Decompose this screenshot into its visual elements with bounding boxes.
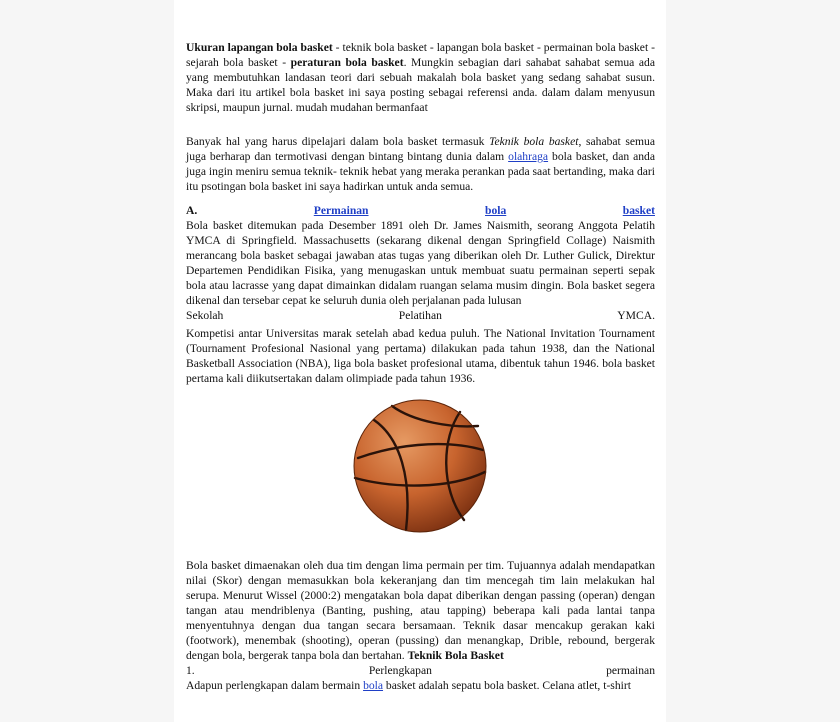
item-1-line — [186, 663, 655, 678]
section-a-last-line — [186, 308, 655, 323]
intro-bold-title: Ukuran lapangan bola basket — [186, 41, 333, 54]
last-line-word-3: YMCA. — [617, 309, 655, 322]
heading-link-permainan[interactable]: Permainan — [313, 204, 369, 217]
item-1-word-1: Perlengkapan — [368, 664, 432, 677]
intro-line1: - teknik bola basket - lapangan bola basket - permainan bola basket - sejarah bola basket - — [186, 41, 655, 69]
intro-bold-title2: peraturan bola basket — [290, 56, 404, 69]
last-line-word-2: Pelatihan — [398, 309, 442, 322]
para5-text: Bola basket dimaenakan oleh dua tim dengan lima permain per tim. Tujuannya adalah mendapatkan nilai (Skor) dengan memasukkan bola kekeranjang dan tim mencegah tim lain melakukan hal serupa. Menurut Wissel (2000:2) mengatakan bola dapat diberikan dengan passing (operan) dengan tangan atau mendriblenya (Banting, pushing, atau tapping) beberapa kali pada lantai tanpa menyentuhnya dengan dua tangan secara bersamaan. Teknik dasar mencakup gerakan kaki (footwork), menembak (shooting), operan (pussing) dan menangkap, Drible, rebound, bergerak dengan bola, bergerak tanpa bola dan bertahan. — [186, 559, 655, 662]
item-1-number: 1. — [186, 664, 195, 677]
item-1-word-2: permainan — [606, 664, 655, 677]
section-a-heading — [186, 203, 655, 218]
intro-paragraph — [186, 40, 655, 115]
section-a-body — [186, 218, 655, 323]
olahraga-link[interactable]: olahraga — [508, 150, 549, 163]
para2-text-1: Banyak hal yang harus dipelajari dalam bola basket termasuk — [186, 135, 490, 148]
last-line-word-1: Sekolah — [186, 309, 224, 322]
para4-text: Kompetisi antar Universitas marak setelah abad kedua puluh. The National Invitation Tournament (Tournament Profesional Nasional yang pertama) dilakukan pada tahun 1938, dan the National Basketball Association (NBA), liga bola basket profesional utama, dibentuk tahun 1946. bola basket pertama kali diikutsertakan dalam olimpiade pada tahun 1936. — [186, 327, 655, 385]
heading-link-basket[interactable]: basket — [622, 204, 655, 217]
bola-link[interactable]: bola — [363, 679, 384, 692]
section-a-text: Bola basket ditemukan pada Desember 1891 oleh Dr. James Naismith, seorang Anggota Pelatih YMCA di Springfield. Massachusetts (sekarang dikenal dengan Springfield Collage) Naismith merancang bola basket sebagai jawaban atas tugas yang diberikan oleh Dr. Luther Gulick, Direktur Departemen Pendidikan Fisika, yang menugaskan untuk membuat suatu permainan seperti sepak bola atau lacrasse yang dapat dimainkan didalam ruangan selama musim dingin. Bola basket segera dikenal dan tersebar cepat ke seluruh dunia oleh perjalanan pada lulusan — [186, 219, 655, 307]
paragraph-2 — [186, 134, 655, 194]
teknik-bola-basket-heading: Teknik Bola Basket — [407, 649, 504, 662]
heading-link-bola[interactable]: bola — [485, 204, 507, 217]
basketball-image — [352, 398, 488, 534]
para2-text-2: , sahabat semua juga berharap dan termotivasi dengan bintang bintang dunia dalam — [186, 135, 655, 163]
para2-italic: Teknik bola basket — [489, 135, 579, 148]
last-text-2: basket adalah sepatu bola basket. Celana atlet, t-shirt — [383, 679, 631, 692]
paragraph-4 — [186, 326, 655, 386]
intro-rest: . Mungkin sebagian dari sahabat sahabat semua ada yang membutuhkan landasan teori dari sebuah makalah bola basket yang sedang sahabat susun. Maka dari itu artikel bola basket ini saya posting sebagai referensi anda. dalam dalam menyusun skripsi, maupun jurnal. mudah mudahan bermanfaat — [186, 56, 655, 114]
section-a-label: A. — [186, 204, 198, 217]
paragraph-5 — [186, 558, 655, 693]
last-text-1: Adapun perlengkapan dalam bermain — [186, 679, 364, 692]
para2-text-3: bola basket, dan anda juga ingin meniru semua teknik- teknik hebat yang meraka perankan pada saat bertanding, maka dari itu psotingan bola basket ini saya hadirkan untuk anda semua. — [186, 150, 655, 193]
